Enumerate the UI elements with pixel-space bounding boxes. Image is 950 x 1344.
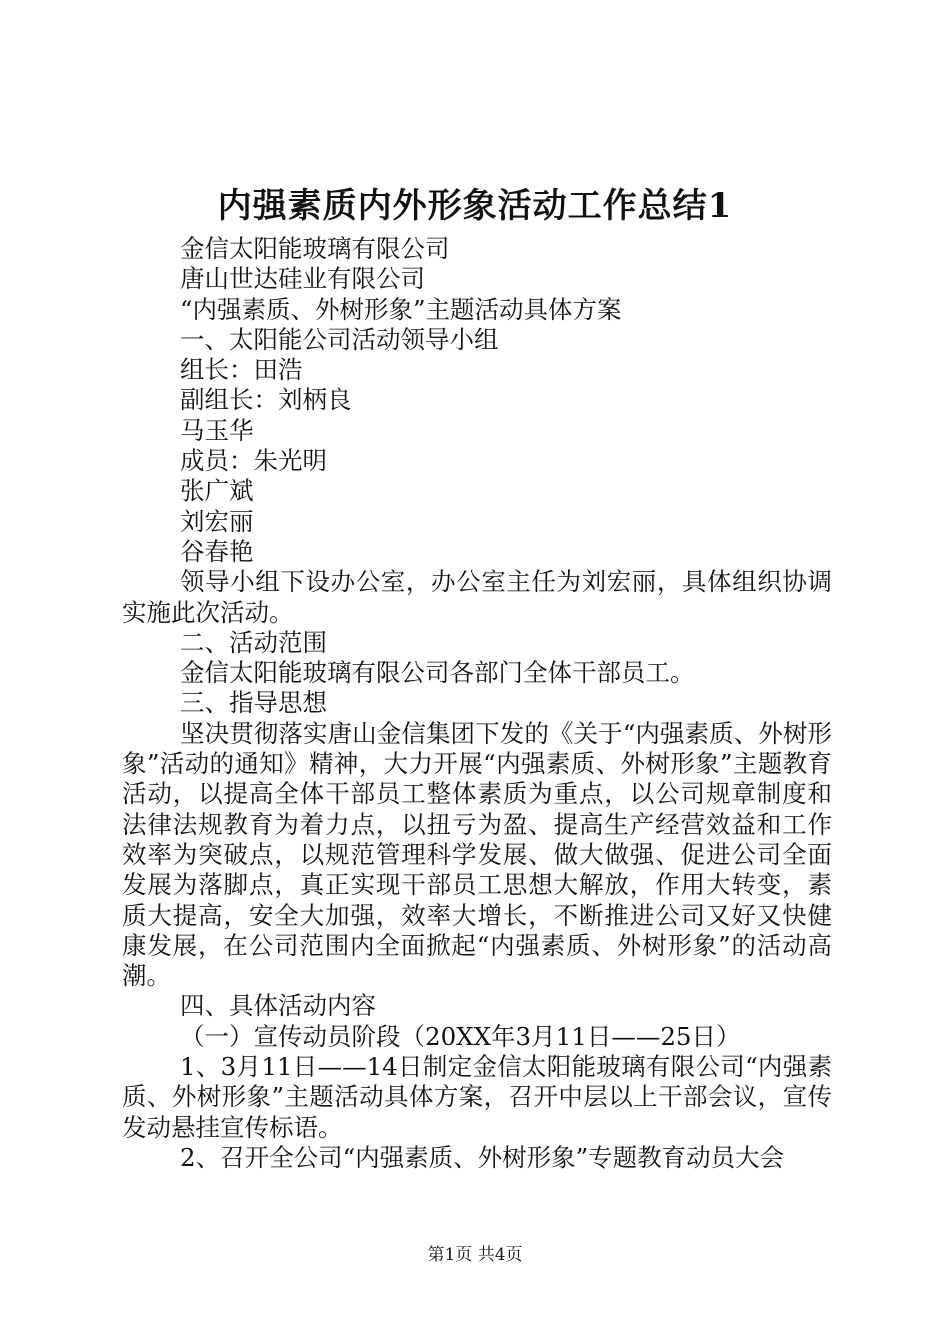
section-2-text: 金信太阳能玻璃有限公司各部门全体干部员工。 (180, 658, 695, 688)
activity-item-2: 2、召开全公司“内强素质、外树形象”专题教育动员大会 (180, 1142, 785, 1172)
plan-title-line: “内强素质、外树形象”主题活动具体方案 (180, 294, 622, 324)
section-3-heading: 三、指导思想 (180, 688, 327, 718)
member-name-line: 刘宏丽 (180, 506, 254, 536)
member-name-line: 张广斌 (180, 476, 254, 506)
member-name-line: 谷春艳 (180, 536, 254, 566)
company-name-line: 唐山世达硅业有限公司 (180, 264, 425, 294)
page-footer: 第1页 共4页 (427, 1245, 523, 1265)
section-4-heading: 四、具体活动内容 (180, 991, 376, 1021)
company-name-line: 金信太阳能玻璃有限公司 (180, 234, 450, 263)
member-name-line: 马玉华 (180, 415, 254, 445)
phase-1-heading: （一）宣传动员阶段（20XX年3月11日——25日） (180, 1021, 741, 1051)
leader-line: 组长：田浩 (180, 355, 303, 385)
office-paragraph: 领导小组下设办公室，办公室主任为刘宏丽，具体组织协调实施此次活动。 (122, 567, 832, 627)
members-line: 成员：朱光明 (180, 446, 327, 476)
activity-item-1: 1、3月11日——14日制定金信太阳能玻璃有限公司“内强素质、外树形象”主题活动具体方案，召开中层以上干部会议，宣传发动悬挂宣传标语。 (122, 1052, 832, 1142)
document-title: 内强素质内外形象活动工作总结1 (217, 186, 733, 226)
section-2-heading: 二、活动范围 (180, 627, 327, 657)
section-1-heading: 一、太阳能公司活动领导小组 (180, 324, 499, 354)
deputy-leader-line: 副组长：刘柄良 (180, 385, 352, 415)
document-body (122, 234, 832, 1173)
guiding-thought-paragraph: 坚决贯彻落实唐山金信集团下发的《关于“内强素质、外树形象”活动的通知》精神，大力开展“内强素质、外树形象”主题教育活动，以提高全体干部员工整体素质为重点，以公司规章制度和法律法规教育为着力点，以扭亏为盈、提高生产经营效益和工作效率为突破点，以规范管理科学发展、做大做强、促进公司全面发展为落脚点，真正实现干部员工思想大解放，作用大转变，素质大提高，安全大加强，效率大增长，不断推进公司又好又快健康发展，在公司范围内全面掀起“内强素质、外树形象”的活动高潮。 (122, 718, 832, 991)
